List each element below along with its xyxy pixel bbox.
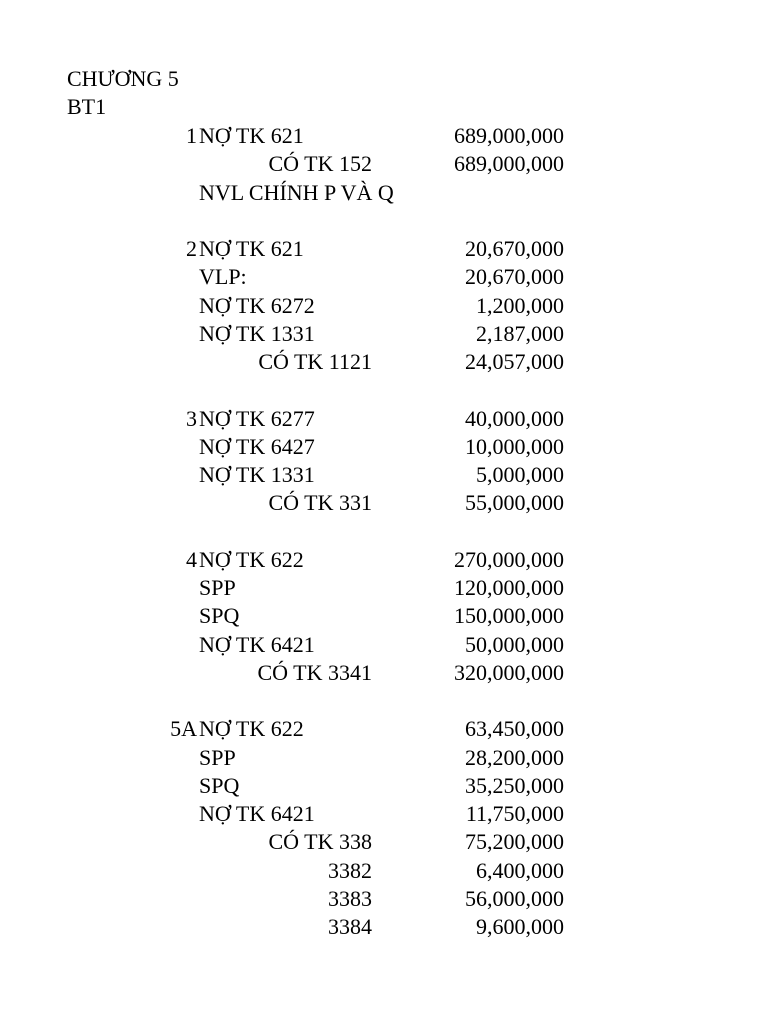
journal-row: [0, 433, 768, 461]
debit-account-label: SPP: [199, 744, 236, 770]
entry-amount: 320,000,000: [454, 659, 564, 685]
debit-account-label: NỢ TK 6421: [199, 631, 315, 657]
entry-amount: 2,187,000: [476, 320, 564, 346]
debit-account-label: SPQ: [199, 603, 240, 629]
debit-account-label: NỢ TK 6421: [199, 801, 315, 826]
journal-row: [0, 348, 768, 376]
journal-row: [0, 122, 768, 150]
credit-account-label: CÓ TK 1121: [258, 349, 372, 374]
entry-amount: 270,000,000: [454, 546, 564, 572]
journal-row: [0, 744, 768, 772]
entry-number: 3: [186, 405, 197, 431]
exercise-title: BT1: [67, 94, 107, 119]
entry-amount: 9,600,000: [476, 914, 564, 939]
journal-row: [0, 207, 768, 235]
entry-amount: 20,670,000: [465, 264, 564, 290]
debit-account-label: NỢ TK 1331: [199, 320, 315, 346]
debit-account-label: NỢ TK 6427: [199, 433, 315, 459]
entry-amount: 75,200,000: [465, 829, 564, 855]
journal-row: [0, 913, 768, 941]
debit-account-label: NỢ TK 622: [199, 546, 304, 572]
debit-account-label: NVL CHÍNH P VÀ Q: [199, 179, 394, 205]
entry-number: 5A: [170, 716, 197, 742]
entry-amount: 689,000,000: [454, 151, 564, 177]
entry-amount: 5,000,000: [476, 462, 564, 487]
chapter-title: CHƯƠNG 5: [67, 66, 179, 91]
debit-account-label: SPP: [199, 575, 236, 600]
debit-account-label: NỢ TK 6277: [199, 405, 315, 431]
entry-amount: 50,000,000: [465, 631, 564, 657]
journal-row: [0, 715, 768, 743]
journal-row: [0, 659, 768, 687]
journal-row: [0, 518, 768, 546]
entry-amount: 24,057,000: [465, 349, 564, 374]
entry-amount: 63,450,000: [465, 716, 564, 742]
entry-number: 4: [186, 546, 197, 572]
journal-row: [0, 320, 768, 348]
journal-entries: [0, 122, 768, 941]
entry-amount: 6,400,000: [476, 857, 564, 883]
entry-amount: 10,000,000: [465, 433, 564, 459]
debit-account-label: NỢ TK 6272: [199, 292, 315, 318]
journal-row: [0, 687, 768, 715]
credit-account-label: 3384: [328, 914, 372, 939]
journal-row: [0, 292, 768, 320]
credit-account-label: 3382: [328, 857, 372, 883]
debit-account-label: NỢ TK 1331: [199, 462, 315, 487]
credit-account-label: CÓ TK 331: [268, 490, 372, 516]
debit-account-label: NỢ TK 621: [199, 123, 304, 148]
credit-account-label: CÓ TK 338: [268, 829, 372, 855]
entry-amount: 689,000,000: [454, 123, 564, 148]
debit-account-label: VLP:: [199, 264, 247, 290]
debit-account-label: SPQ: [199, 772, 240, 798]
journal-row: [0, 405, 768, 433]
entry-amount: 120,000,000: [454, 575, 564, 600]
journal-row: [0, 179, 768, 207]
entry-amount: 55,000,000: [465, 490, 564, 516]
journal-row: [0, 828, 768, 856]
entry-number: 2: [186, 236, 197, 261]
debit-account-label: NỢ TK 622: [199, 716, 304, 742]
entry-amount: 56,000,000: [465, 885, 564, 911]
entry-amount: 1,200,000: [476, 292, 564, 318]
debit-account-label: NỢ TK 621: [199, 236, 304, 261]
journal-row: [0, 461, 768, 489]
entry-amount: 11,750,000: [465, 801, 564, 826]
journal-row: [0, 150, 768, 178]
journal-row: [0, 631, 768, 659]
entry-amount: 35,250,000: [465, 772, 564, 798]
journal-row: [0, 574, 768, 602]
entry-amount: 40,000,000: [465, 405, 564, 431]
journal-row: [0, 602, 768, 630]
journal-row: [0, 546, 768, 574]
credit-account-label: CÓ TK 3341: [257, 659, 372, 685]
journal-row: [0, 376, 768, 404]
journal-row: [0, 235, 768, 263]
journal-row: [0, 489, 768, 517]
entry-amount: 150,000,000: [454, 603, 564, 629]
journal-row: [0, 857, 768, 885]
entry-number: 1: [186, 123, 197, 148]
journal-row: [0, 885, 768, 913]
journal-row: [0, 263, 768, 291]
entry-amount: 20,670,000: [465, 236, 564, 261]
entry-amount: 28,200,000: [465, 744, 564, 770]
journal-row: [0, 772, 768, 800]
credit-account-label: 3383: [328, 885, 372, 911]
credit-account-label: CÓ TK 152: [268, 151, 372, 177]
journal-row: [0, 800, 768, 828]
